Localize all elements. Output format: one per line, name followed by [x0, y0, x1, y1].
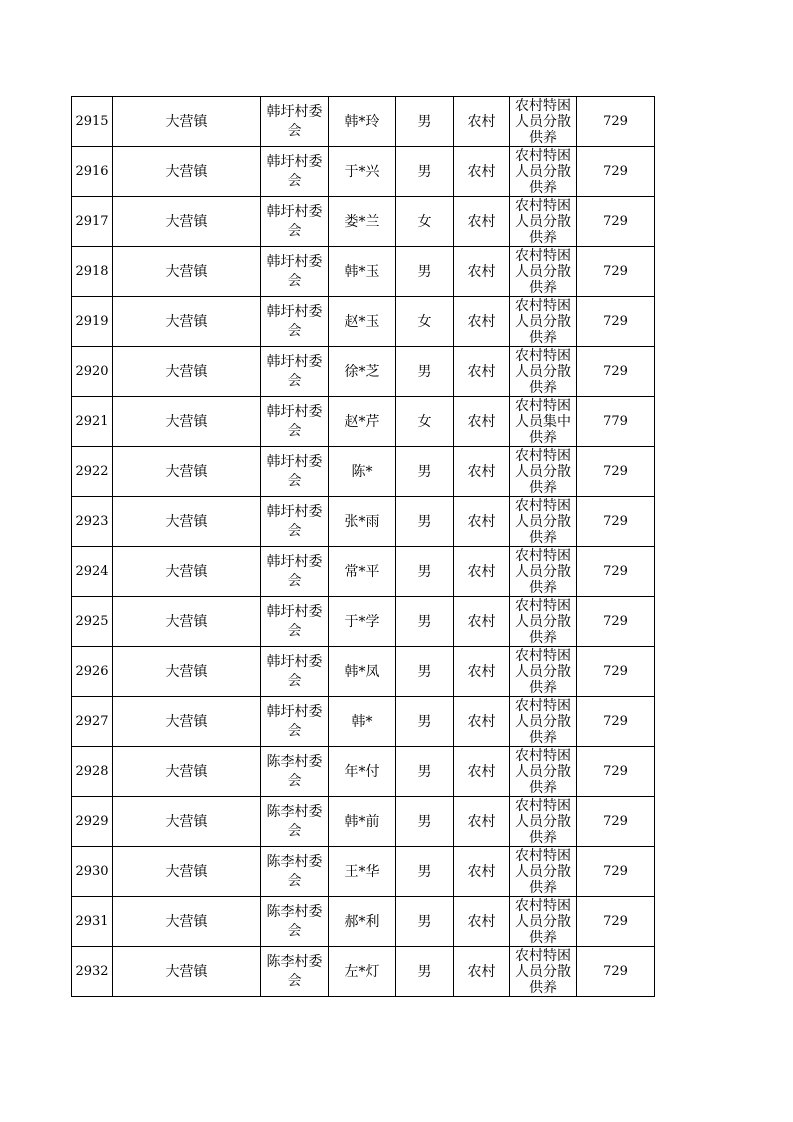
gender-cell: 男: [396, 847, 454, 897]
support-type-clip: [510, 547, 576, 596]
town-cell: 大营镇: [113, 547, 261, 597]
village-committee-cell: [261, 197, 329, 247]
village-committee-cell: [261, 147, 329, 197]
area-type-cell: 农村: [454, 497, 510, 547]
support-type-cell: [510, 647, 577, 697]
village-committee-text: 韩圩村委会: [266, 503, 323, 539]
town-cell: 大营镇: [113, 597, 261, 647]
table-row: [72, 897, 655, 947]
support-type-cell: [510, 497, 577, 547]
row-number-cell: 2920: [72, 347, 113, 397]
village-committee-text: 韩圩村委会: [266, 653, 323, 689]
village-committee-cell: [261, 497, 329, 547]
person-name-cell: 张*雨: [329, 497, 396, 547]
amount-cell: 729: [577, 747, 655, 797]
support-type-text: 农村特困人员分散供养: [515, 448, 571, 496]
support-type-cell: [510, 597, 577, 647]
person-name-cell: 于*学: [329, 597, 396, 647]
amount-cell: 729: [577, 497, 655, 547]
support-type-clip: [510, 847, 576, 896]
area-type-cell: 农村: [454, 97, 510, 147]
town-cell: 大营镇: [113, 247, 261, 297]
amount-cell: 729: [577, 947, 655, 997]
support-type-cell: [510, 547, 577, 597]
table-row: [72, 547, 655, 597]
table-row: [72, 597, 655, 647]
support-type-cell: [510, 197, 577, 247]
row-number-cell: 2930: [72, 847, 113, 897]
gender-cell: 男: [396, 947, 454, 997]
support-type-text: 农村特困人员分散供养: [515, 198, 571, 246]
person-name-cell: 娄*兰: [329, 197, 396, 247]
town-cell: 大营镇: [113, 797, 261, 847]
person-name-cell: 郝*利: [329, 897, 396, 947]
village-committee-text: 韩圩村委会: [266, 403, 323, 439]
village-committee-text: 韩圩村委会: [266, 453, 323, 489]
row-number-cell: 2931: [72, 897, 113, 947]
village-committee-cell: [261, 897, 329, 947]
gender-cell: 男: [396, 547, 454, 597]
support-type-cell: [510, 747, 577, 797]
village-committee-cell: [261, 397, 329, 447]
town-cell: 大营镇: [113, 497, 261, 547]
town-cell: 大营镇: [113, 697, 261, 747]
village-committee-text: 韩圩村委会: [266, 303, 323, 339]
village-committee-text: 陈李村委会: [266, 753, 323, 789]
gender-cell: 男: [396, 897, 454, 947]
village-committee-cell: [261, 647, 329, 697]
town-cell: 大营镇: [113, 147, 261, 197]
village-committee-text: 陈李村委会: [266, 803, 323, 839]
village-committee-cell: [261, 847, 329, 897]
person-name-cell: 韩*凤: [329, 647, 396, 697]
support-type-clip: [510, 197, 576, 246]
support-type-clip: [510, 497, 576, 546]
person-name-cell: 常*平: [329, 547, 396, 597]
support-type-text: 农村特困人员分散供养: [515, 798, 571, 846]
area-type-cell: 农村: [454, 547, 510, 597]
row-number-cell: 2932: [72, 947, 113, 997]
village-committee-cell: [261, 247, 329, 297]
village-committee-text: 韩圩村委会: [266, 603, 323, 639]
support-type-cell: [510, 97, 577, 147]
gender-cell: 男: [396, 97, 454, 147]
support-type-clip: [510, 347, 576, 396]
support-type-clip: [510, 97, 576, 146]
support-type-cell: [510, 397, 577, 447]
village-committee-cell: [261, 97, 329, 147]
table-row: [72, 797, 655, 847]
table-row: [72, 297, 655, 347]
table-body: [72, 97, 655, 997]
village-committee-cell: [261, 547, 329, 597]
support-type-cell: [510, 897, 577, 947]
row-number-cell: 2922: [72, 447, 113, 497]
row-number-cell: 2926: [72, 647, 113, 697]
gender-cell: 男: [396, 497, 454, 547]
table-row: [72, 397, 655, 447]
village-committee-text: 陈李村委会: [266, 903, 323, 939]
area-type-cell: 农村: [454, 397, 510, 447]
row-number-cell: 2915: [72, 97, 113, 147]
person-name-cell: 赵*玉: [329, 297, 396, 347]
support-type-text: 农村特困人员分散供养: [515, 98, 571, 146]
village-committee-cell: [261, 697, 329, 747]
support-type-clip: [510, 897, 576, 946]
gender-cell: 男: [396, 147, 454, 197]
support-type-cell: [510, 847, 577, 897]
support-type-cell: [510, 297, 577, 347]
row-number-cell: 2919: [72, 297, 113, 347]
area-type-cell: 农村: [454, 947, 510, 997]
town-cell: 大营镇: [113, 297, 261, 347]
amount-cell: 729: [577, 197, 655, 247]
person-name-cell: 左*灯: [329, 947, 396, 997]
gender-cell: 男: [396, 347, 454, 397]
table-row: [72, 247, 655, 297]
town-cell: 大营镇: [113, 947, 261, 997]
support-type-clip: [510, 447, 576, 496]
support-type-text: 农村特困人员分散供养: [515, 548, 571, 596]
amount-cell: 729: [577, 547, 655, 597]
amount-cell: 729: [577, 647, 655, 697]
gender-cell: 男: [396, 247, 454, 297]
village-committee-text: 陈李村委会: [266, 853, 323, 889]
amount-cell: 729: [577, 247, 655, 297]
gender-cell: 女: [396, 197, 454, 247]
amount-cell: 729: [577, 697, 655, 747]
village-committee-cell: [261, 297, 329, 347]
area-type-cell: 农村: [454, 197, 510, 247]
support-type-cell: [510, 797, 577, 847]
town-cell: 大营镇: [113, 197, 261, 247]
area-type-cell: 农村: [454, 147, 510, 197]
amount-cell: 779: [577, 397, 655, 447]
support-type-text: 农村特困人员分散供养: [515, 698, 571, 746]
area-type-cell: 农村: [454, 347, 510, 397]
town-cell: 大营镇: [113, 347, 261, 397]
area-type-cell: 农村: [454, 847, 510, 897]
support-type-clip: [510, 797, 576, 846]
table-row: [72, 347, 655, 397]
person-name-cell: 赵*芹: [329, 397, 396, 447]
gender-cell: 男: [396, 647, 454, 697]
town-cell: 大营镇: [113, 847, 261, 897]
support-type-text: 农村特困人员分散供养: [515, 748, 571, 796]
town-cell: 大营镇: [113, 97, 261, 147]
gender-cell: 男: [396, 597, 454, 647]
village-committee-text: 韩圩村委会: [266, 703, 323, 739]
row-number-cell: 2916: [72, 147, 113, 197]
village-committee-text: 韩圩村委会: [266, 553, 323, 589]
table-row: [72, 447, 655, 497]
amount-cell: 729: [577, 347, 655, 397]
gender-cell: 男: [396, 747, 454, 797]
amount-cell: 729: [577, 297, 655, 347]
village-committee-text: 韩圩村委会: [266, 353, 323, 389]
support-type-cell: [510, 947, 577, 997]
row-number-cell: 2917: [72, 197, 113, 247]
village-committee-text: 韩圩村委会: [266, 103, 323, 139]
support-type-text: 农村特困人员分散供养: [515, 298, 571, 346]
support-type-text: 农村特困人员分散供养: [515, 248, 571, 296]
gender-cell: 男: [396, 697, 454, 747]
table-row: [72, 947, 655, 997]
village-committee-text: 韩圩村委会: [266, 153, 323, 189]
support-type-cell: [510, 697, 577, 747]
table-row: [72, 197, 655, 247]
person-name-cell: 徐*芝: [329, 347, 396, 397]
relief-recipients-table: [71, 96, 655, 997]
town-cell: 大营镇: [113, 647, 261, 697]
person-name-cell: 于*兴: [329, 147, 396, 197]
support-type-clip: [510, 597, 576, 646]
area-type-cell: 农村: [454, 747, 510, 797]
person-name-cell: 王*华: [329, 847, 396, 897]
table-row: [72, 747, 655, 797]
support-type-text: 农村特困人员集中供养: [515, 398, 571, 446]
row-number-cell: 2923: [72, 497, 113, 547]
person-name-cell: 陈*: [329, 447, 396, 497]
row-number-cell: 2918: [72, 247, 113, 297]
row-number-cell: 2927: [72, 697, 113, 747]
area-type-cell: 农村: [454, 297, 510, 347]
person-name-cell: 韩*前: [329, 797, 396, 847]
village-committee-cell: [261, 947, 329, 997]
support-type-cell: [510, 347, 577, 397]
support-type-text: 农村特困人员分散供养: [515, 148, 571, 196]
village-committee-cell: [261, 347, 329, 397]
row-number-cell: 2921: [72, 397, 113, 447]
town-cell: 大营镇: [113, 747, 261, 797]
amount-cell: 729: [577, 447, 655, 497]
amount-cell: 729: [577, 847, 655, 897]
support-type-text: 农村特困人员分散供养: [515, 348, 571, 396]
village-committee-cell: [261, 597, 329, 647]
support-type-clip: [510, 397, 576, 446]
gender-cell: 男: [396, 797, 454, 847]
amount-cell: 729: [577, 147, 655, 197]
support-type-clip: [510, 647, 576, 696]
person-name-cell: 韩*: [329, 697, 396, 747]
table-row: [72, 97, 655, 147]
row-number-cell: 2929: [72, 797, 113, 847]
support-type-text: 农村特困人员分散供养: [515, 598, 571, 646]
amount-cell: 729: [577, 97, 655, 147]
town-cell: 大营镇: [113, 897, 261, 947]
area-type-cell: 农村: [454, 447, 510, 497]
amount-cell: 729: [577, 797, 655, 847]
support-type-text: 农村特困人员分散供养: [515, 948, 571, 996]
village-committee-text: 陈李村委会: [266, 953, 323, 989]
village-committee-cell: [261, 797, 329, 847]
amount-cell: 729: [577, 597, 655, 647]
person-name-cell: 韩*玉: [329, 247, 396, 297]
area-type-cell: 农村: [454, 597, 510, 647]
table-row: [72, 697, 655, 747]
support-type-cell: [510, 147, 577, 197]
area-type-cell: 农村: [454, 797, 510, 847]
amount-cell: 729: [577, 897, 655, 947]
support-type-clip: [510, 697, 576, 746]
table-row: [72, 847, 655, 897]
support-type-clip: [510, 297, 576, 346]
support-type-clip: [510, 147, 576, 196]
area-type-cell: 农村: [454, 697, 510, 747]
row-number-cell: 2924: [72, 547, 113, 597]
support-type-text: 农村特困人员分散供养: [515, 498, 571, 546]
village-committee-cell: [261, 447, 329, 497]
person-name-cell: 韩*玲: [329, 97, 396, 147]
village-committee-text: 韩圩村委会: [266, 253, 323, 289]
area-type-cell: 农村: [454, 897, 510, 947]
table-row: [72, 147, 655, 197]
gender-cell: 女: [396, 397, 454, 447]
town-cell: 大营镇: [113, 447, 261, 497]
support-type-text: 农村特困人员分散供养: [515, 648, 571, 696]
support-type-cell: [510, 447, 577, 497]
support-type-clip: [510, 247, 576, 296]
village-committee-cell: [261, 747, 329, 797]
support-type-clip: [510, 747, 576, 796]
table-row: [72, 647, 655, 697]
gender-cell: 男: [396, 447, 454, 497]
town-cell: 大营镇: [113, 397, 261, 447]
support-type-text: 农村特困人员分散供养: [515, 898, 571, 946]
area-type-cell: 农村: [454, 647, 510, 697]
row-number-cell: 2928: [72, 747, 113, 797]
support-type-clip: [510, 947, 576, 996]
support-type-cell: [510, 247, 577, 297]
support-type-text: 农村特困人员分散供养: [515, 848, 571, 896]
row-number-cell: 2925: [72, 597, 113, 647]
gender-cell: 女: [396, 297, 454, 347]
area-type-cell: 农村: [454, 247, 510, 297]
table-row: [72, 497, 655, 547]
person-name-cell: 年*付: [329, 747, 396, 797]
village-committee-text: 韩圩村委会: [266, 203, 323, 239]
